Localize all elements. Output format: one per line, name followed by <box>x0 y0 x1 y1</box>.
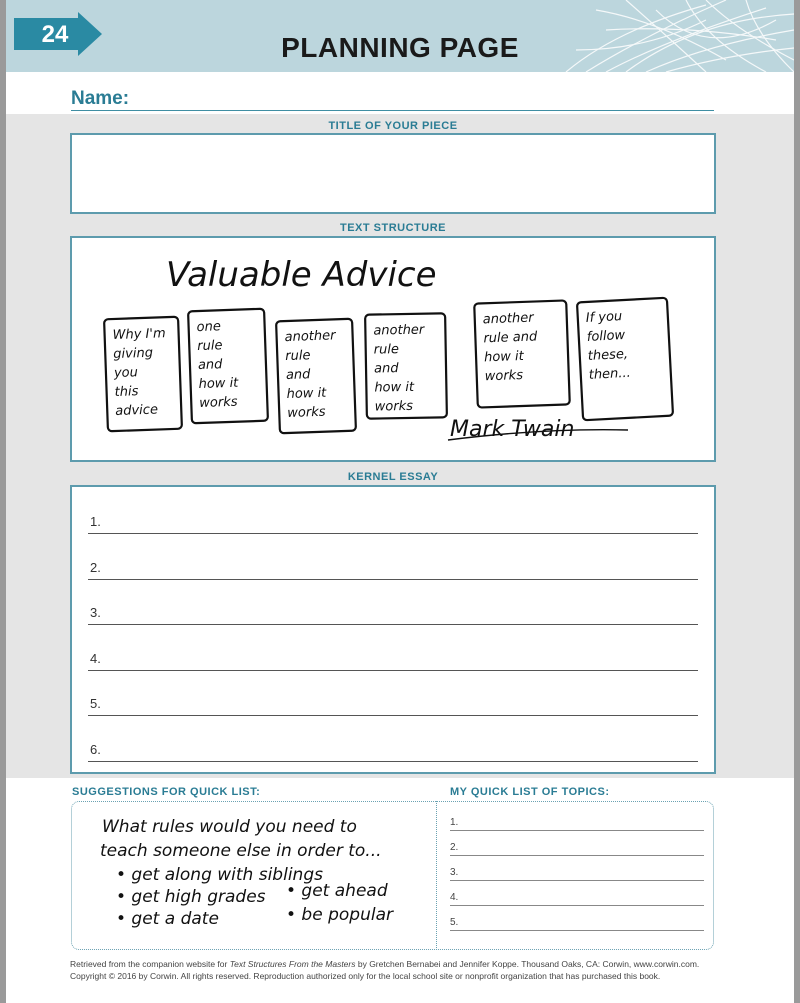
structure-card-5 <box>474 300 570 407</box>
structure-card-text: works <box>287 404 326 422</box>
kernel-line-5[interactable]: 5. <box>88 691 698 716</box>
my-quick-list-label: MY QUICK LIST OF TOPICS: <box>450 786 610 798</box>
structure-card-text: how it <box>374 379 415 396</box>
structure-card-text: rule <box>373 342 400 358</box>
footer-book-title: Text Structures From the Masters <box>229 959 356 969</box>
structure-card-text: then... <box>588 365 632 383</box>
page-header <box>6 0 794 72</box>
structure-card-text: works <box>484 367 524 385</box>
structure-card-text: and <box>197 357 223 374</box>
structure-card-text: how it <box>286 385 327 403</box>
structure-card-text: works <box>199 394 238 412</box>
structure-card-text: If you <box>585 309 623 326</box>
structure-card-text: one <box>196 319 222 336</box>
footer-credit: Retrieved from the companion website for Text Structures From the Masters by Gretchen Bernabei and Jennifer Koppe. Thousand Oaks, CA: Corwin, www.corwin.com. Copyright © 2016 by Corwin. All rights reserved. Reproduction authorized only for the local school site or nonprofit organization that has purchased this book. <box>70 959 700 981</box>
structure-card-text: works <box>374 398 414 415</box>
topic-line-2[interactable]: 2. <box>450 837 704 856</box>
structure-card-text: advice <box>115 402 159 419</box>
author-signature: Mark Twain <box>450 417 575 442</box>
structure-card-6 <box>577 298 673 421</box>
structure-card-text: these, <box>587 346 629 364</box>
name-field[interactable] <box>71 88 714 111</box>
kernel-line-1[interactable]: 1. <box>88 509 698 534</box>
text-structure-box <box>70 236 716 462</box>
suggestions-handwriting <box>90 808 450 948</box>
structure-card-text: rule <box>285 348 311 365</box>
structure-card-text: and <box>373 361 399 377</box>
structure-card-text: how it <box>198 375 239 393</box>
structure-card-text: Why I'm <box>112 326 166 344</box>
kernel-line-6[interactable]: 6. <box>88 737 698 762</box>
structure-card-text: another <box>373 322 425 339</box>
kernel-essay-label: KERNEL ESSAY <box>347 471 439 483</box>
suggestion-line-5: • get ahead <box>286 881 388 901</box>
kernel-essay-box <box>70 485 716 774</box>
structure-card-3 <box>276 319 356 434</box>
structure-card-2 <box>188 309 268 424</box>
title-of-piece-label: TITLE OF YOUR PIECE <box>328 120 458 132</box>
structure-card-text: and <box>285 367 311 384</box>
name-label: Name: <box>71 88 130 109</box>
structure-card-text: how it <box>483 348 525 366</box>
suggestion-line-6: • get a date <box>116 909 219 929</box>
structure-card-text: another <box>284 328 336 346</box>
structure-card-text: this <box>114 384 139 400</box>
text-structure-drawing <box>72 238 714 460</box>
topic-line-4[interactable]: 4. <box>450 887 704 906</box>
suggestion-line-7: • be popular <box>286 905 393 925</box>
title-of-piece-box[interactable] <box>70 133 716 214</box>
suggestion-line-1: What rules would you need to <box>102 817 357 837</box>
topic-line-3[interactable]: 3. <box>450 862 704 881</box>
topic-line-1[interactable]: 1. <box>450 812 704 831</box>
structure-card-4 <box>365 313 447 418</box>
structure-card-text: rule and <box>483 329 538 347</box>
suggestions-label: SUGGESTIONS FOR QUICK LIST: <box>72 786 261 798</box>
structure-card-text: you <box>113 365 139 382</box>
page-number: 24 <box>41 21 69 48</box>
kernel-line-2[interactable]: 2. <box>88 555 698 580</box>
structure-card-text: giving <box>113 345 154 363</box>
structure-card-text: rule <box>197 338 223 355</box>
topic-line-5[interactable]: 5. <box>450 912 704 931</box>
structure-card-text: another <box>482 310 534 328</box>
structure-cards <box>104 298 673 434</box>
text-structure-label: TEXT STRUCTURE <box>340 222 446 234</box>
text-structure-heading: Valuable Advice <box>166 255 437 295</box>
kernel-line-3[interactable]: 3. <box>88 600 698 625</box>
structure-card-1 <box>104 317 182 432</box>
kernel-line-4[interactable]: 4. <box>88 646 698 671</box>
suggestion-line-2: teach someone else in order to... <box>100 841 382 861</box>
page-edge-right <box>794 0 800 1003</box>
structure-card-text: follow <box>586 327 626 345</box>
page-title: PLANNING PAGE <box>281 32 519 63</box>
suggestion-line-4: • get high grades <box>116 887 266 907</box>
suggestion-line-3: • get along with siblings <box>116 865 323 885</box>
